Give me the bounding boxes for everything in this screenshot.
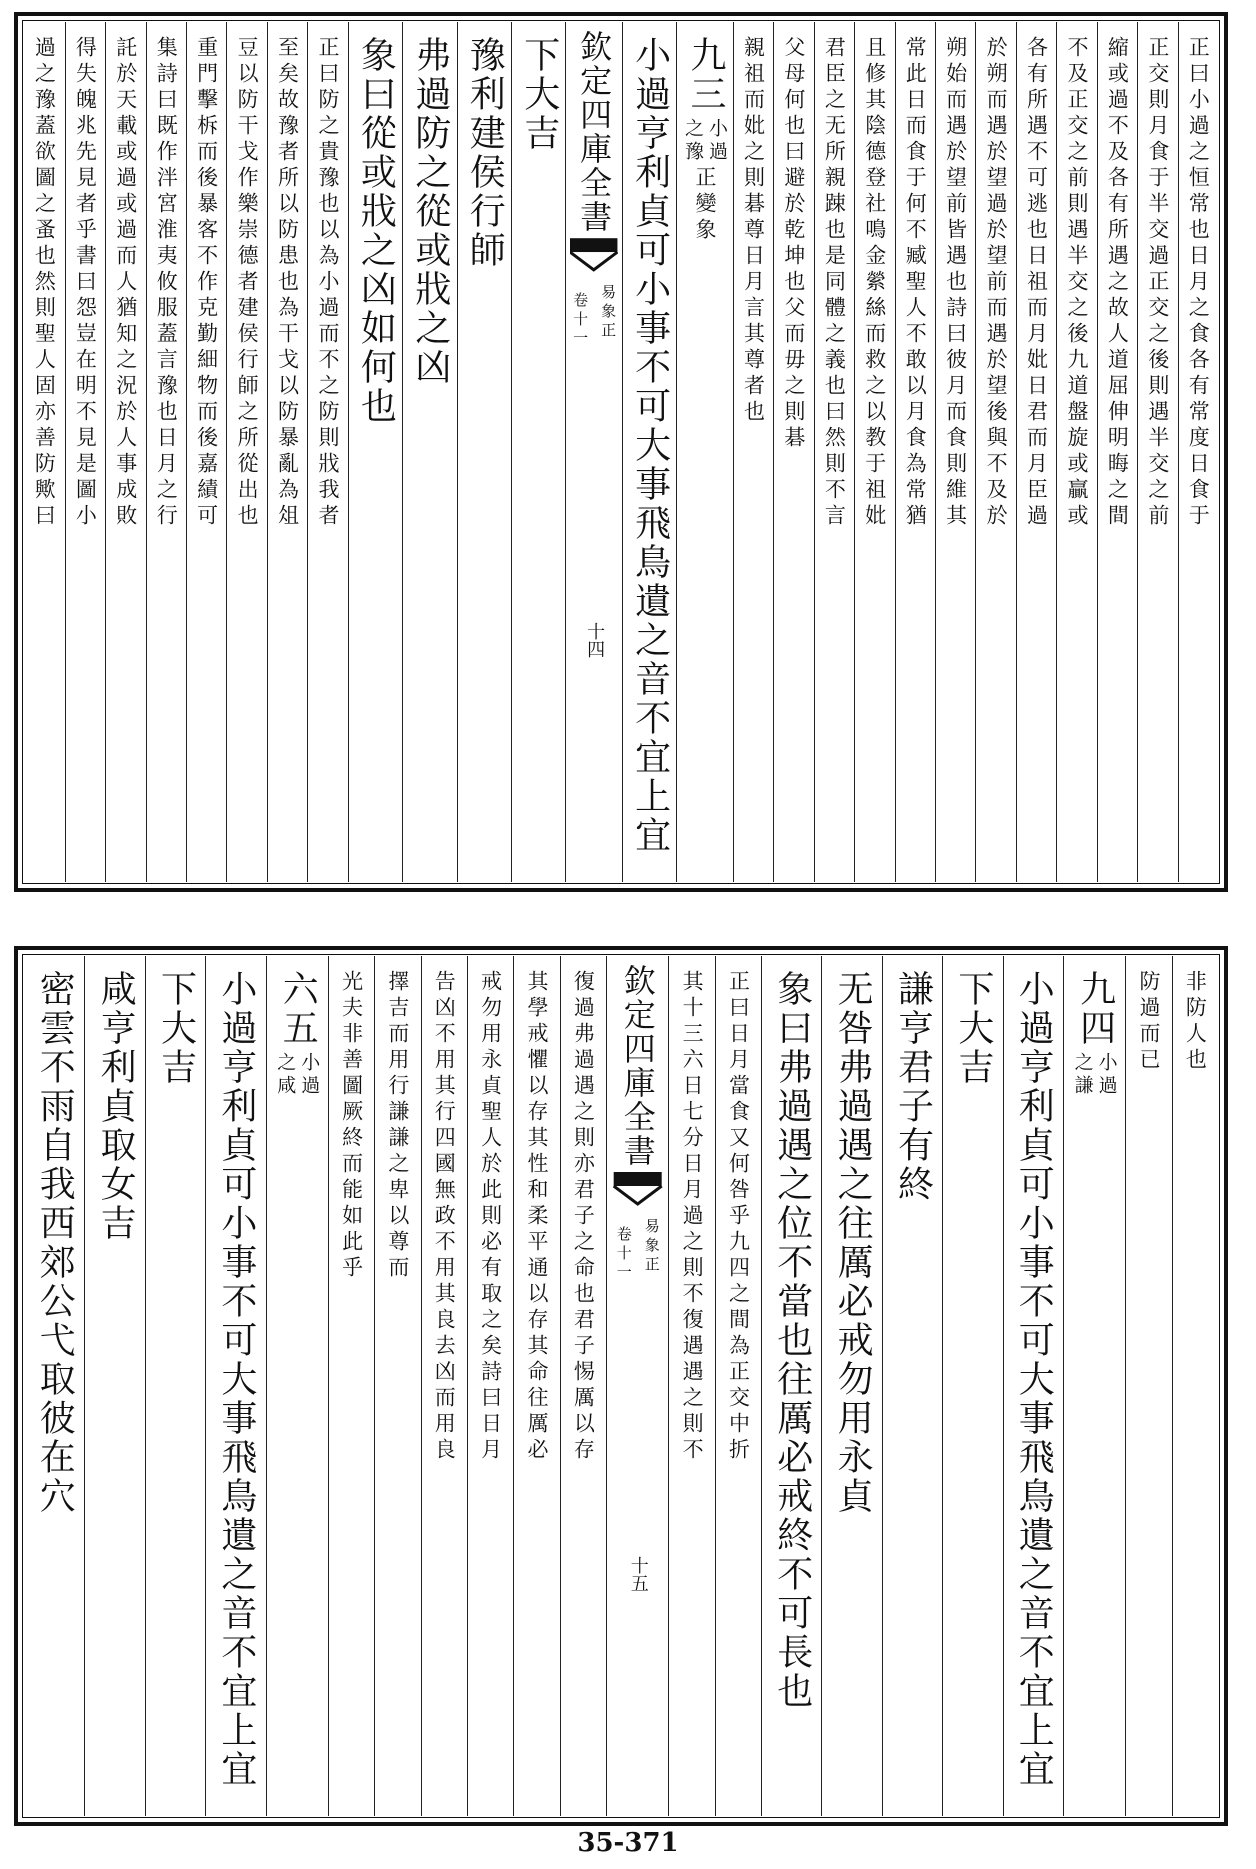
- line-heading-note: 之豫: [682, 118, 705, 164]
- main-text: 豫利建侯行師: [464, 36, 506, 270]
- commentary-text: 正曰小過之恒常也日月之食各有常度日食于: [1186, 36, 1211, 530]
- line-heading-extra: 正變象: [693, 166, 718, 244]
- commentary-column: [24, 22, 64, 882]
- commentary-text: 過之豫蓋欲圖之蚤也然則聖人固亦善防歟曰: [32, 36, 57, 530]
- center-gutter: [565, 22, 621, 882]
- commentary-text: 復過弗過遇之則亦君子之命也君子惕厲以存: [571, 970, 596, 1464]
- bottom-page: [14, 946, 1228, 1826]
- commentary-column: [733, 22, 773, 882]
- main-text: 密雲不雨自我西郊公弋取彼在穴: [34, 970, 76, 1516]
- commentary-column: [467, 956, 513, 1816]
- commentary-text: 各有所遇不可逃也日祖而月妣日君而月臣過: [1024, 36, 1049, 530]
- line-heading-column: [266, 956, 328, 1816]
- fish-tail-mark: [611, 1172, 664, 1208]
- commentary-column: [1016, 22, 1056, 882]
- commentary-text: 非防人也: [1183, 970, 1208, 1074]
- commentary-text: 至矣故豫者所以防患也為干戈以防暴亂為俎: [275, 36, 300, 530]
- commentary-text: 縮或過不及各有所遇之故人道屈伸明晦之間: [1105, 36, 1130, 530]
- main-text-column: [882, 956, 942, 1816]
- top-page: [14, 12, 1228, 892]
- commentary-text: 於朔而遇於望過於望前而遇於望後與不及於: [984, 36, 1009, 530]
- commentary-text: 朔始而遇於望前皆遇也詩曰彼月而食則維其: [943, 36, 968, 530]
- main-text: 象曰弗過遇之位不當也往厲必戒終不可長也: [771, 970, 813, 1711]
- commentary-column: [307, 22, 347, 882]
- commentary-column: [105, 22, 145, 882]
- commentary-column: [773, 22, 813, 882]
- commentary-column: [267, 22, 307, 882]
- main-text: 下大吉: [155, 970, 197, 1087]
- commentary-text: 託於天載或過或過而人猶知之況於人事成敗: [113, 36, 138, 530]
- commentary-text: 其學戒懼以存其性和柔平通以存其命往厲必: [525, 970, 549, 1464]
- commentary-text: 正曰防之貴豫也以為小過而不之防則戕我者: [315, 36, 340, 530]
- main-text: 小過亨利貞可小事不可大事飛鳥遺之音不宜上宜: [629, 36, 671, 855]
- top-columns: [24, 22, 1218, 882]
- main-text-column: [24, 956, 84, 1816]
- commentary-column: [65, 22, 105, 882]
- main-text: 无咎弗過遇之往厲必戒勿用永貞: [832, 970, 874, 1516]
- gutter-volume: 卷十一: [571, 292, 590, 349]
- commentary-text: 戒勿用永貞聖人於此則必有取之矣詩曰日月: [478, 970, 503, 1464]
- line-heading: 六五: [277, 970, 319, 1048]
- main-text-column: [942, 956, 1002, 1816]
- main-text: 象曰從或戕之凶如何也: [355, 36, 397, 426]
- gutter-page-number: 十五: [627, 1556, 649, 1592]
- main-text-column: [821, 956, 881, 1816]
- commentary-column: [186, 22, 226, 882]
- commentary-text: 不及正交之前則遇半交之後九道盤旋或贏或: [1064, 36, 1089, 530]
- main-text: 咸亨利貞取女吉: [95, 970, 137, 1243]
- main-text-column: [457, 22, 511, 882]
- line-heading: 九四: [1074, 970, 1116, 1048]
- commentary-column: [513, 956, 559, 1816]
- main-text: 下大吉: [518, 36, 560, 153]
- line-heading-column: [676, 22, 732, 882]
- line-heading-note: 之謙: [1071, 1052, 1094, 1098]
- main-text: 弗過防之從或戕之凶: [409, 36, 451, 387]
- fish-tail-mark: [570, 238, 617, 274]
- commentary-column: [560, 956, 606, 1816]
- main-text: 小過亨利貞可小事不可大事飛鳥遺之音不宜上宜: [215, 970, 257, 1789]
- commentary-column: [668, 956, 714, 1816]
- commentary-text: 其十三六日七分日月過之則不復遇遇之則不: [680, 970, 705, 1464]
- commentary-text: 且修其陰德登社鳴金縈絲而救之以教于祖妣: [862, 36, 887, 530]
- commentary-column: [374, 956, 420, 1816]
- commentary-column: [1137, 22, 1177, 882]
- line-heading-note: 小過: [706, 118, 729, 164]
- commentary-column: [1172, 956, 1218, 1816]
- gutter-book-name: 易象正: [599, 284, 618, 341]
- commentary-text: 告凶不用其行四國無政不用其良去凶而用良: [432, 970, 457, 1464]
- commentary-text: 重門擊柝而後暴客不作克勤細物而後嘉績可: [194, 36, 219, 530]
- commentary-text: 集詩曰既作泮宮淮夷攸服蓋言豫也日月之行: [154, 36, 179, 530]
- commentary-column: [1178, 22, 1218, 882]
- commentary-text: 君臣之无所親踈也是同體之義也曰然則不言: [822, 36, 847, 530]
- commentary-column: [854, 22, 894, 882]
- page-number: 35-371: [577, 1828, 679, 1858]
- commentary-column: [975, 22, 1015, 882]
- main-text-column: [348, 22, 402, 882]
- gutter-title: 欽定四庫全書: [618, 964, 657, 1168]
- commentary-text: 父母何也曰避於乾坤也父而毋之則碁: [781, 36, 806, 452]
- commentary-text: 正交則月食于半交過正交之後則遇半交之前: [1145, 36, 1170, 530]
- commentary-column: [1125, 956, 1171, 1816]
- commentary-text: 豆以防干戈作樂崇德者建侯行師之所從出也: [235, 36, 260, 530]
- gutter-page-number: 十四: [584, 622, 606, 658]
- commentary-column: [1056, 22, 1096, 882]
- main-text: 小過亨利貞可小事不可大事飛鳥遺之音不宜上宜: [1013, 970, 1055, 1789]
- commentary-column: [895, 22, 935, 882]
- commentary-text: 防過而已: [1136, 970, 1161, 1074]
- commentary-column: [328, 956, 374, 1816]
- gutter-book-name: 易象正: [642, 1218, 661, 1275]
- commentary-text: 正曰日月當食又何咎乎九四之間為正交中折: [726, 970, 751, 1464]
- main-text-column: [1003, 956, 1063, 1816]
- main-text-column: [761, 956, 821, 1816]
- commentary-text: 常此日而食于何不臧聖人不敢以月食為常猶: [903, 36, 928, 530]
- main-text-column: [511, 22, 565, 882]
- commentary-column: [146, 22, 186, 882]
- commentary-column: [935, 22, 975, 882]
- commentary-text: 親祖而妣之則碁尊日月言其尊者也: [741, 36, 766, 426]
- main-text-column: [84, 956, 144, 1816]
- commentary-column: [1097, 22, 1137, 882]
- line-heading-note: 小過: [298, 1052, 321, 1098]
- main-text: 謙亨君子有終: [892, 970, 934, 1204]
- main-text-column: [622, 22, 676, 882]
- gutter-volume: 卷十一: [614, 1226, 633, 1283]
- commentary-text: 光夫非善圖厥終而能如此乎: [339, 970, 364, 1282]
- bottom-columns: [24, 956, 1218, 1816]
- commentary-column: [421, 956, 467, 1816]
- line-heading-note: 之咸: [274, 1052, 297, 1098]
- commentary-column: [715, 956, 761, 1816]
- gutter-title: 欽定四庫全書: [575, 30, 614, 234]
- commentary-text: 得失魄兆先見者乎書曰怨豈在明不見是圖小: [73, 36, 98, 530]
- commentary-column: [226, 22, 266, 882]
- line-heading-note: 小過: [1095, 1052, 1118, 1098]
- line-heading: 九三: [685, 36, 727, 114]
- main-text-column: [205, 956, 265, 1816]
- commentary-text: 擇吉而用行謙謙之卑以尊而: [385, 970, 410, 1282]
- main-text-column: [145, 956, 205, 1816]
- commentary-column: [814, 22, 854, 882]
- main-text-column: [402, 22, 456, 882]
- main-text: 下大吉: [952, 970, 994, 1087]
- line-heading-column: [1063, 956, 1125, 1816]
- center-gutter: [606, 956, 668, 1816]
